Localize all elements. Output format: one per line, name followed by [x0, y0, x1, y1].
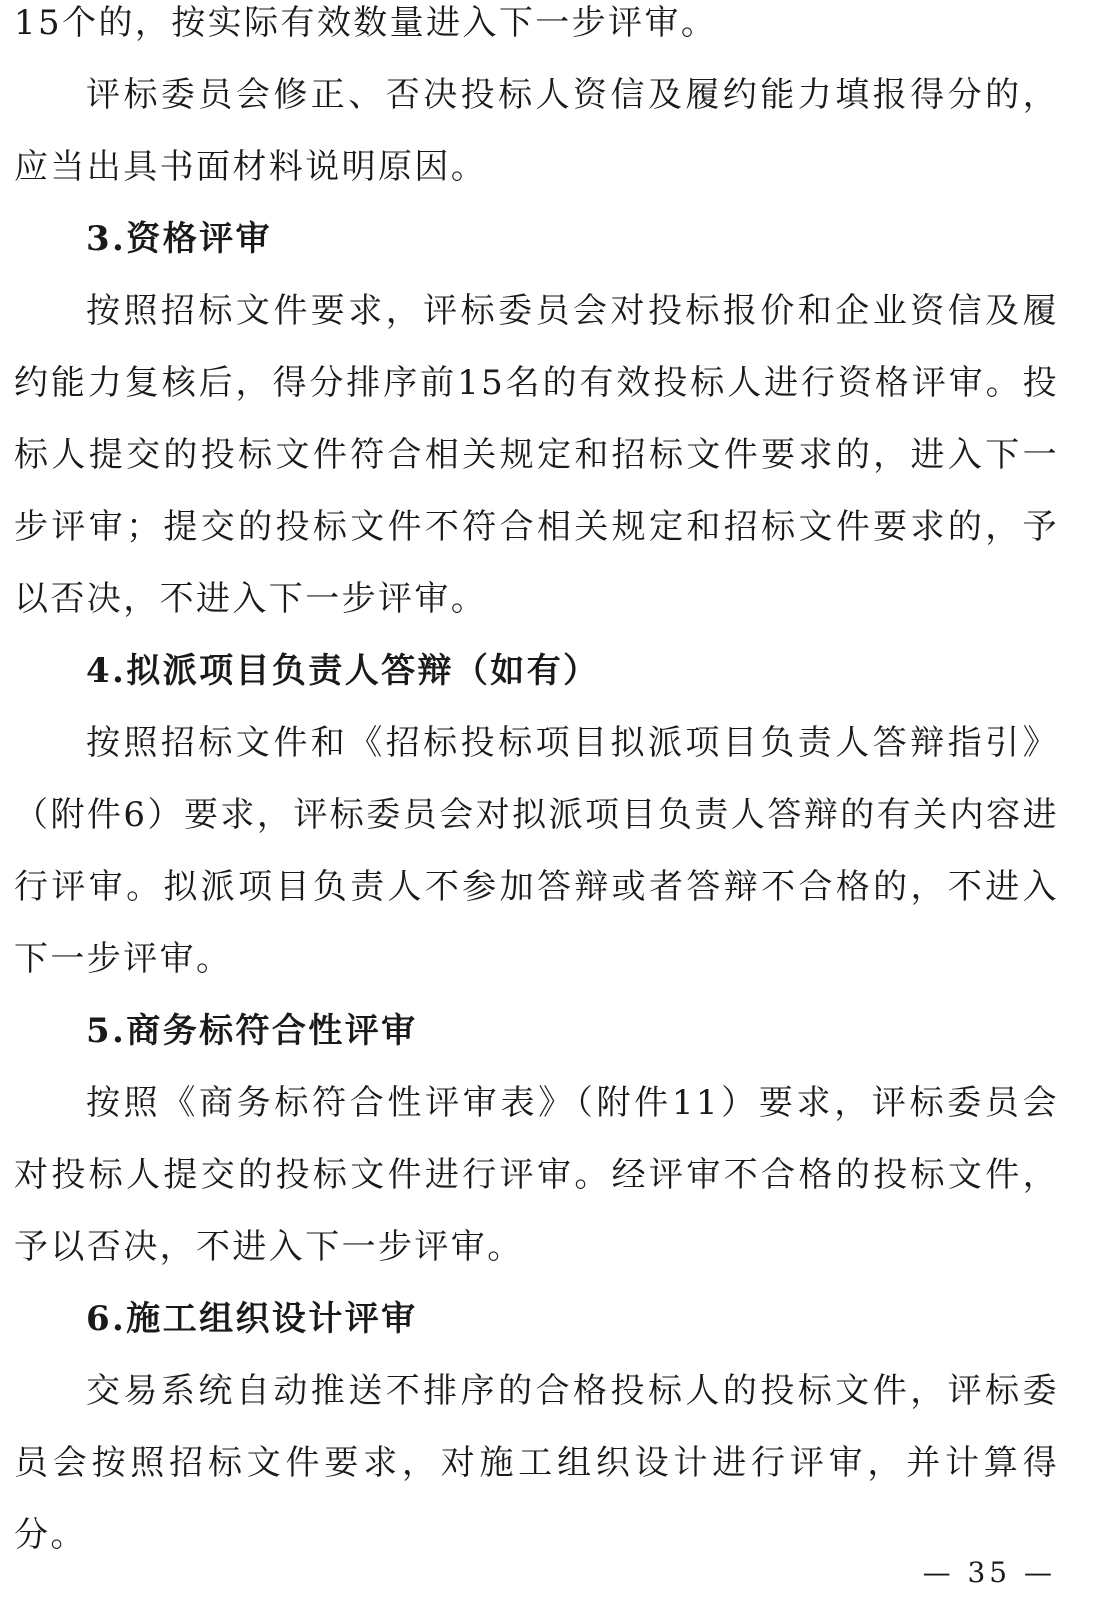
page-number: — 35 —	[922, 1556, 1056, 1589]
section-heading-project-lead-defense: 4.拟派项目负责人答辩（如有）	[86, 651, 600, 691]
section-heading-construction-design-review: 6.施工组织设计评审	[86, 1299, 418, 1339]
paragraph-commercial-conformity-review: 按照《商务标符合性评审表》（附件11）要求，评标委员会对投标人提交的投标文件进行评审。经评审不合格的投标文件，予以否决，不进入下一步评审。	[14, 1083, 1059, 1267]
paragraph-revision-note: 评标委员会修正、否决投标人资信及履约能力填报得分的，应当出具书面材料说明原因。	[14, 75, 1059, 187]
paragraph-continuation: 15个的，按实际有效数量进入下一步评审。	[14, 3, 718, 43]
section-heading-qualification-review: 3.资格评审	[86, 219, 272, 259]
section-heading-commercial-conformity-review: 5.商务标符合性评审	[86, 1011, 418, 1051]
paragraph-project-lead-defense: 按照招标文件和《招标投标项目拟派项目负责人答辩指引》（附件6）要求，评标委员会对拟派项目负责人答辩的有关内容进行评审。拟派项目负责人不参加答辩或者答辩不合格的，不进入下一步评审。	[14, 723, 1059, 979]
paragraph-qualification-review: 按照招标文件要求，评标委员会对投标报价和企业资信及履约能力复核后，得分排序前15名的有效投标人进行资格评审。投标人提交的投标文件符合相关规定和招标文件要求的，进入下一步评审；提交的投标文件不符合相关规定和招标文件要求的，予以否决，不进入下一步评审。	[14, 291, 1059, 619]
paragraph-construction-design-review: 交易系统自动推送不排序的合格投标人的投标文件，评标委员会按照招标文件要求，对施工组织设计进行评审，并计算得分。	[14, 1371, 1059, 1555]
document-body	[14, 0, 1059, 1571]
